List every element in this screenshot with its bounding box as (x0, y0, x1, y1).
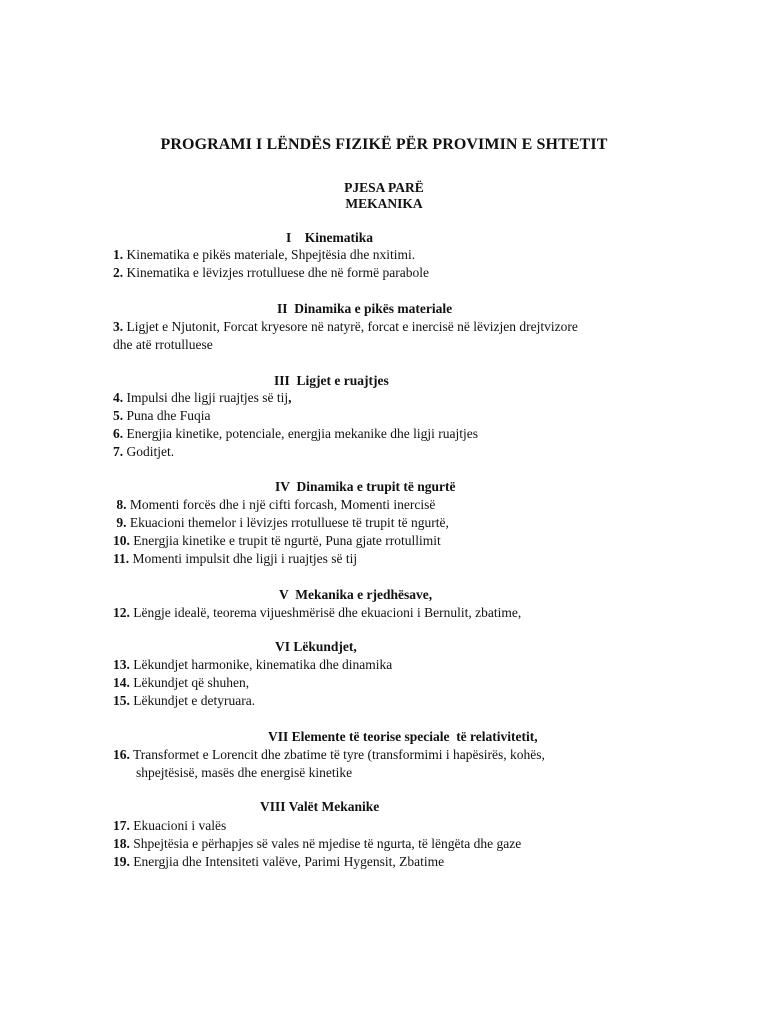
item-number: 7. (113, 444, 124, 459)
list-item (113, 835, 521, 853)
part-label: PJESA PARË (344, 180, 424, 195)
list-item (113, 656, 392, 674)
list-item (113, 817, 226, 835)
item-text: Goditjet. (123, 444, 175, 459)
section-heading: V Mekanika e rjedhësave, (279, 587, 433, 602)
page-title: PROGRAMI I LËNDËS FIZIKË PËR PROVIMIN E SHTETIT (160, 136, 608, 153)
item-text: Kinematika e lëvizjes rrotulluese dhe në formë parabole (123, 265, 429, 280)
item-text: Momenti impulsit dhe ligji i ruajtjes së tij (129, 551, 358, 566)
part-subject: MEKANIKA (345, 196, 423, 211)
list-item (113, 853, 444, 871)
list-item (113, 550, 357, 568)
item-number: 15. (113, 693, 130, 708)
list-item (113, 425, 478, 443)
item-number: 19. (113, 854, 130, 869)
list-item (113, 746, 545, 764)
item-number: 14. (113, 675, 130, 690)
section-heading: VI Lëkundjet, (275, 639, 357, 654)
list-item (113, 674, 249, 692)
item-text: Impulsi dhe ligji ruajtjes së tij (123, 390, 289, 405)
list-item (113, 246, 415, 264)
item-text-continuation: shpejtësisë, masës dhe energisë kinetike (136, 765, 353, 780)
item-text: Transformet e Lorencit dhe zbatime të tyre (transformimi i hapësirës, kohës, (129, 747, 545, 762)
item-text-continuation: dhe atë rrotulluese (113, 337, 213, 352)
item-text: Shpejtësia e përhapjes së vales në mjedise të ngurta, të lëngëta dhe gaze (129, 836, 522, 851)
item-text: Lëngje idealë, teorema vijueshmërisë dhe ekuacioni i Bernulit, zbatime, (129, 605, 522, 620)
item-number: 13. (113, 657, 130, 672)
section-heading: I Kinematika (286, 230, 374, 245)
item-text: Lëkundjet harmonike, kinematika dhe dinamika (129, 657, 393, 672)
list-item (113, 443, 174, 461)
list-item (113, 496, 435, 514)
item-number: 2. (113, 265, 124, 280)
section-heading: VIII Valët Mekanike (260, 799, 380, 814)
item-text: Ligjet e Njutonit, Forcat kryesore në natyrë, forcat e inercisë në lëvizjen drejtvizore (123, 319, 578, 334)
item-number: 3. (113, 319, 124, 334)
list-item (113, 318, 578, 336)
item-text: Kinematika e pikës materiale, Shpejtësia dhe nxitimi. (123, 247, 416, 262)
list-item (113, 532, 441, 550)
section-heading: III Ligjet e ruajtjes (274, 373, 389, 388)
item-text: Ekuacioni i valës (129, 818, 227, 833)
item-number: 1. (113, 247, 124, 262)
item-text: Lëkundjet që shuhen, (129, 675, 250, 690)
item-number: 10. (113, 533, 130, 548)
list-item (113, 264, 429, 282)
item-text: Ekuacioni themelor i lëvizjes rrotulluese të trupit të ngurtë, (126, 515, 449, 530)
item-number: 18. (113, 836, 130, 851)
section-heading: VII Elemente të teorise speciale të relativitetit, (268, 729, 538, 744)
item-number: 6. (113, 426, 124, 441)
item-text: Lëkundjet e detyruara. (129, 693, 256, 708)
list-item (113, 407, 211, 425)
section-heading: IV Dinamika e trupit të ngurtë (275, 479, 456, 494)
item-number: 12. (113, 605, 130, 620)
section-heading: II Dinamika e pikës materiale (277, 301, 453, 316)
item-number: 17. (113, 818, 130, 833)
item-number: 4. (113, 390, 124, 405)
item-text: Puna dhe Fuqia (123, 408, 211, 423)
item-number: 9. (113, 515, 127, 530)
list-item (113, 514, 449, 532)
list-item (113, 604, 521, 622)
item-text: Energjia kinetike e trupit të ngurtë, Puna gjate rrotullimit (129, 533, 441, 548)
item-text: Energjia kinetike, potenciale, energjia mekanike dhe ligji ruajtjes (123, 426, 479, 441)
item-number: 16. (113, 747, 130, 762)
item-number: 8. (113, 497, 127, 512)
list-item (113, 692, 255, 710)
item-number: 5. (113, 408, 124, 423)
list-item (113, 389, 291, 407)
item-trailing-comma: , (288, 390, 292, 405)
item-text: Energjia dhe Intensiteti valëve, Parimi Hygensit, Zbatime (129, 854, 445, 869)
item-text: Momenti forcës dhe i një cifti forcash, Momenti inercisë (126, 497, 436, 512)
item-number: 11. (113, 551, 130, 566)
